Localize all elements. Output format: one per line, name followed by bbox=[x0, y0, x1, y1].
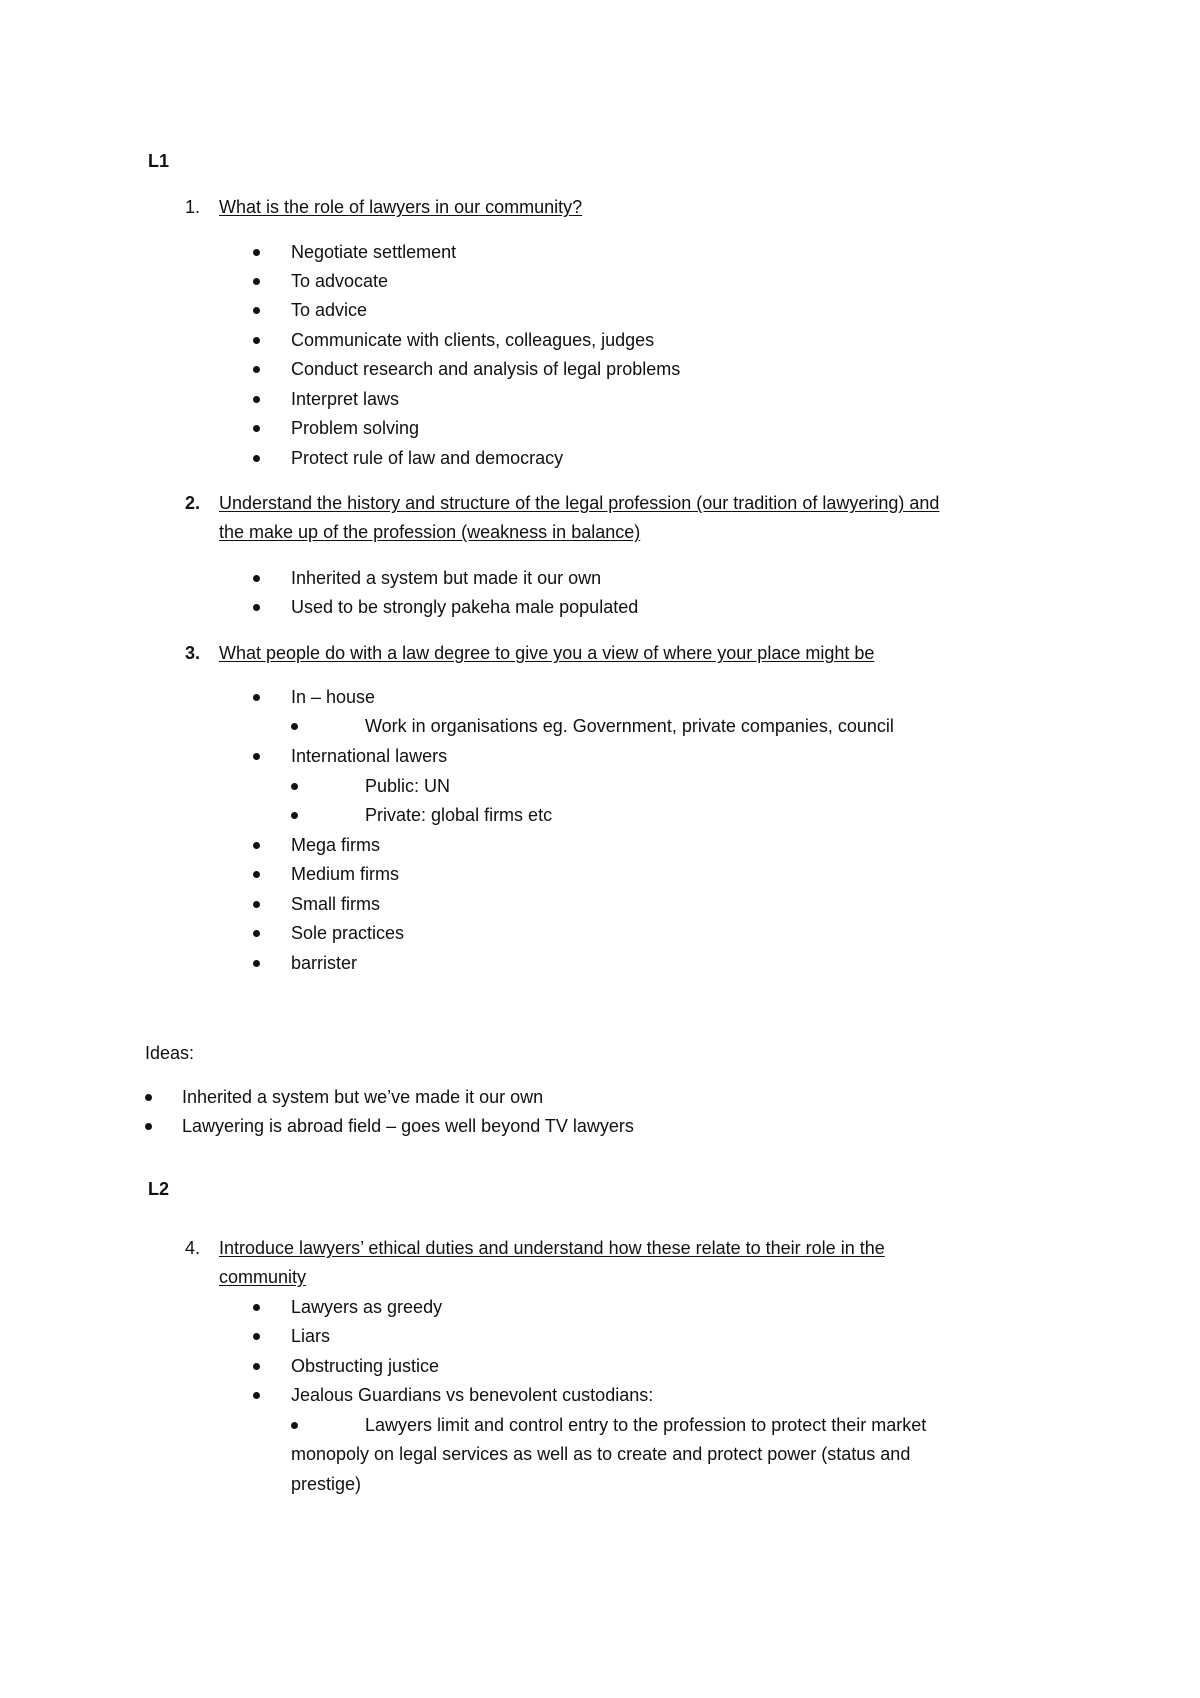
list-item: To advocate bbox=[291, 271, 389, 291]
bullet-icon bbox=[253, 396, 260, 403]
list-item: Medium firms bbox=[291, 864, 400, 884]
list-item: In – house bbox=[291, 687, 376, 707]
bullet-icon bbox=[253, 337, 260, 344]
bullet-icon bbox=[253, 901, 260, 908]
bullet-icon bbox=[253, 425, 260, 432]
list-item: Interpret laws bbox=[291, 389, 400, 409]
bullet-icon bbox=[253, 1392, 260, 1399]
list-item: Inherited a system but we’ve made it our own bbox=[182, 1087, 544, 1107]
bullet-icon bbox=[253, 1363, 260, 1370]
bullet-icon bbox=[253, 604, 260, 611]
question-2-title-line2: the make up of the profession (weakness in balance) bbox=[219, 522, 641, 542]
list-number-4: 4. bbox=[184, 1238, 200, 1258]
bullet-icon bbox=[253, 307, 260, 314]
section-heading-l1: L1 bbox=[148, 151, 170, 171]
list-item: Negotiate settlement bbox=[291, 242, 457, 262]
bullet-icon bbox=[145, 1094, 152, 1101]
section-heading-l2: L2 bbox=[148, 1179, 170, 1199]
sub-list-item-line3: prestige) bbox=[291, 1474, 362, 1494]
list-item: Used to be strongly pakeha male populated bbox=[291, 597, 639, 617]
list-item: International lawers bbox=[291, 746, 448, 766]
bullet-icon bbox=[291, 723, 298, 730]
list-item: Protect rule of law and democracy bbox=[291, 448, 564, 468]
sub-list-item-line1: Lawyers limit and control entry to the profession to protect their market bbox=[365, 1415, 927, 1435]
bullet-icon bbox=[145, 1123, 152, 1130]
bullet-icon bbox=[253, 249, 260, 256]
list-number-1: 1. bbox=[184, 197, 200, 217]
bullet-icon bbox=[291, 1422, 298, 1429]
sub-list-item: Work in organisations eg. Government, private companies, council bbox=[365, 716, 894, 736]
bullet-icon bbox=[253, 1304, 260, 1311]
question-4-title-line2: community bbox=[219, 1267, 307, 1287]
question-1-title: What is the role of lawyers in our community? bbox=[219, 197, 583, 217]
bullet-icon bbox=[253, 1333, 260, 1340]
list-item: Lawyering is abroad field – goes well beyond TV lawyers bbox=[182, 1116, 634, 1136]
list-item: To advice bbox=[291, 300, 368, 320]
list-item: Problem solving bbox=[291, 418, 420, 438]
bullet-icon bbox=[253, 842, 260, 849]
list-item: Communicate with clients, colleagues, judges bbox=[291, 330, 655, 350]
list-item: Conduct research and analysis of legal problems bbox=[291, 359, 681, 379]
list-item: Liars bbox=[291, 1326, 331, 1346]
bullet-icon bbox=[291, 783, 298, 790]
bullet-icon bbox=[253, 366, 260, 373]
list-item: barrister bbox=[291, 953, 358, 973]
bullet-icon bbox=[253, 455, 260, 462]
question-2-title-line1: Understand the history and structure of the legal profession (our tradition of lawyering) and bbox=[219, 493, 940, 513]
bullet-icon bbox=[253, 278, 260, 285]
list-number-2: 2. bbox=[184, 493, 200, 513]
list-item: Sole practices bbox=[291, 923, 405, 943]
sub-list-item: Public: UN bbox=[365, 776, 451, 796]
question-3-title: What people do with a law degree to give you a view of where your place might be bbox=[219, 643, 875, 663]
bullet-icon bbox=[253, 694, 260, 701]
list-item: Lawyers as greedy bbox=[291, 1297, 443, 1317]
bullet-icon bbox=[253, 871, 260, 878]
list-item: Inherited a system but made it our own bbox=[291, 568, 602, 588]
question-4-title-line1: Introduce lawyers’ ethical duties and understand how these relate to their role in the bbox=[219, 1238, 885, 1258]
list-item: Mega firms bbox=[291, 835, 381, 855]
ideas-heading: Ideas: bbox=[145, 1043, 195, 1063]
sub-list-item: Private: global firms etc bbox=[365, 805, 553, 825]
list-item: Small firms bbox=[291, 894, 380, 914]
bullet-icon bbox=[291, 812, 298, 819]
bullet-icon bbox=[253, 960, 260, 967]
list-item: Jealous Guardians vs benevolent custodians: bbox=[291, 1385, 654, 1405]
bullet-icon bbox=[253, 930, 260, 937]
bullet-icon bbox=[253, 753, 260, 760]
list-number-3: 3. bbox=[184, 643, 200, 663]
bullet-icon bbox=[253, 575, 260, 582]
sub-list-item-line2: monopoly on legal services as well as to create and protect power (status and bbox=[291, 1444, 911, 1464]
list-item: Obstructing justice bbox=[291, 1356, 440, 1376]
